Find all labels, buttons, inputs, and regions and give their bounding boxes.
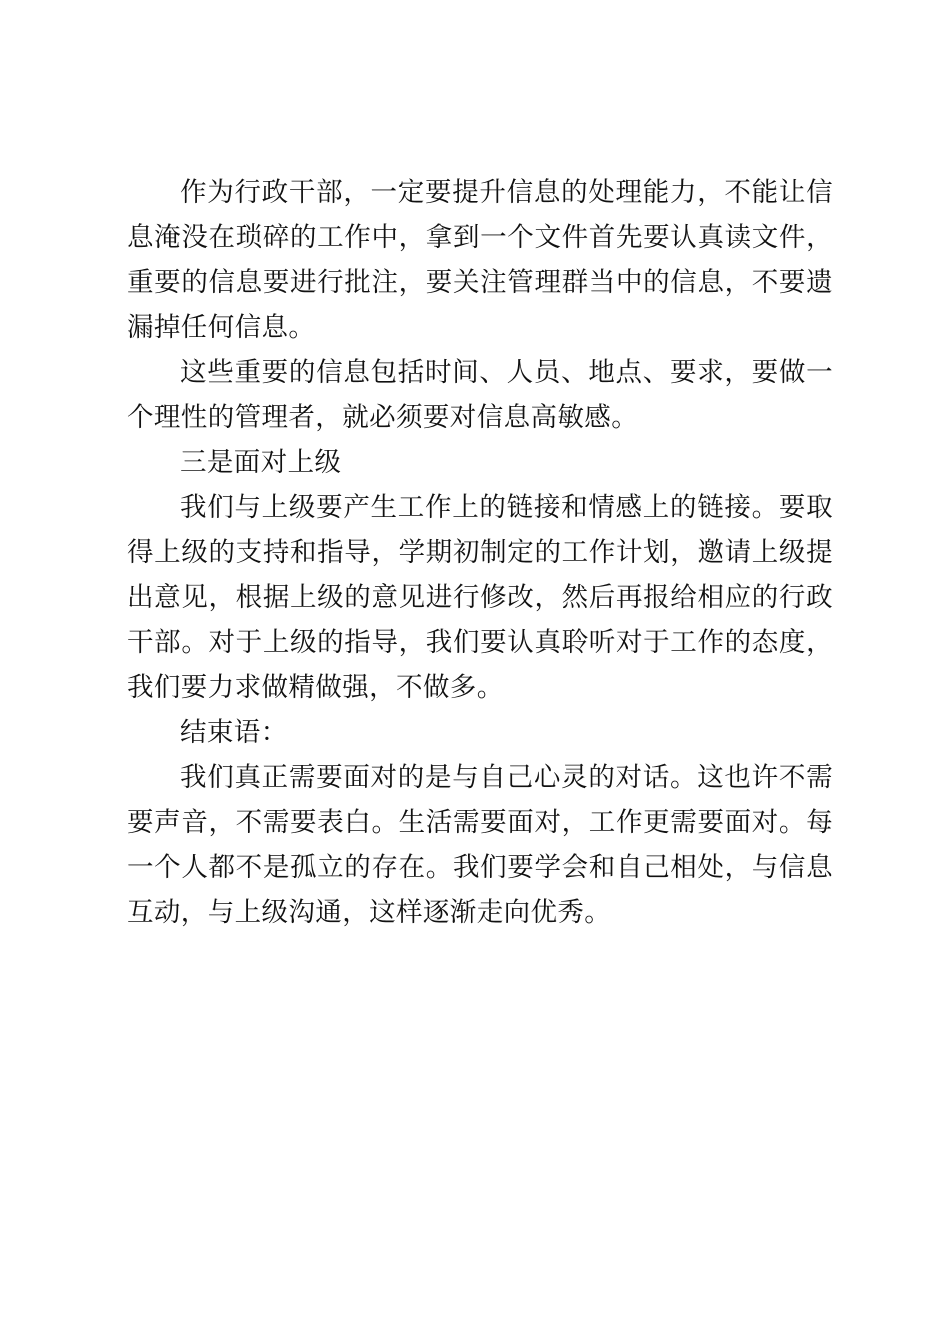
section-heading-superiors: 三是面对上级 [180, 447, 342, 478]
paragraph-information-handling: 作为行政干部，一定要提升信息的处理能力，不能让信息淹没在琐碎的工作中，拿到一个文件首先要认真读文件，重要的信息要进行批注，要关注管理群当中的信息，不要遗漏掉任何信息。 [127, 177, 833, 343]
document-body [127, 170, 833, 935]
paragraph-conclusion: 我们真正需要面对的是与自己心灵的对话。这也许不需要声音，不需要表白。生活需要面对，工作更需要面对。每一个人都不是孤立的存在。我们要学会和自己相处，与信息互动，与上级沟通，这样逐渐走向优秀。 [127, 762, 833, 928]
paragraph-superiors: 我们与上级要产生工作上的链接和情感上的链接。要取得上级的支持和指导，学期初制定的工作计划，邀请上级提出意见，根据上级的意见进行修改，然后再报给相应的行政干部。对于上级的指导，我们要认真聆听对于工作的态度，我们要力求做精做强，不做多。 [127, 492, 833, 703]
section-heading-conclusion: 结束语： [180, 717, 288, 748]
paragraph-important-information: 这些重要的信息包括时间、人员、地点、要求，要做一个理性的管理者，就必须要对信息高敏感。 [127, 357, 833, 433]
